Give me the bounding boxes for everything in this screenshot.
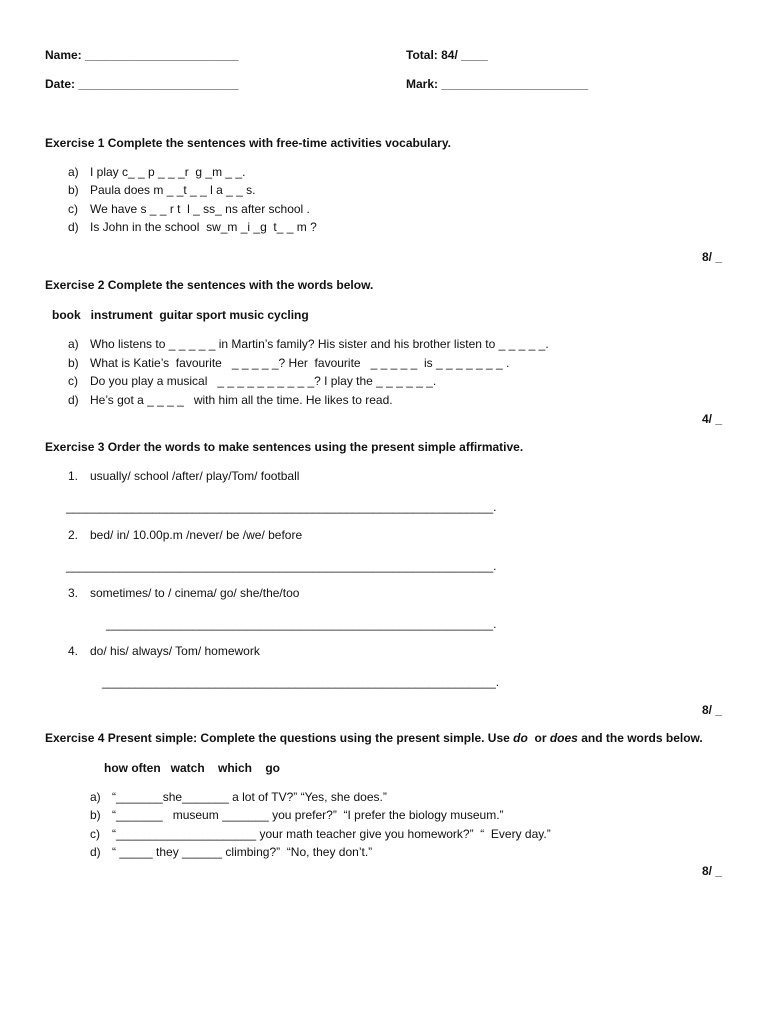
date-field: Date: ________________________ <box>45 77 239 91</box>
item-label: c) <box>90 827 100 841</box>
item-text: Paula does m _ _t _ _ l a _ _ s. <box>90 183 256 197</box>
item-label: d) <box>90 845 101 859</box>
exercise-4-item-a <box>90 790 387 804</box>
exercise-1-title: Exercise 1 Complete the sentences with free-time activities vocabulary. <box>45 136 451 150</box>
exercise-1-item-c <box>68 202 310 216</box>
exercise-4-score: 8/ _ <box>701 864 722 878</box>
item-text: What is Katie’s favourite _ _ _ _ _? Her favourite _ _ _ _ _ is _ _ _ _ _ _ _ . <box>90 356 510 370</box>
exercise-3-item-3 <box>68 586 299 600</box>
exercise-2-item-d <box>68 393 393 407</box>
item-text: Who listens to _ _ _ _ _ in Martin’s family? His sister and his brother listen to _ _ _ _ _. <box>90 337 549 351</box>
exercise-3-answer-line-4: ___________________________________________________________. <box>102 675 500 689</box>
item-label: a) <box>68 165 79 179</box>
item-label: d) <box>68 220 79 234</box>
exercise-3-answer-line-1: ________________________________________________________________. <box>66 500 497 514</box>
item-text: “_______she_______ a lot of TV?” “Yes, she does.” <box>112 790 387 804</box>
exercise-2-score: 4/ _ <box>701 412 722 426</box>
exercise-3-item-1 <box>68 469 299 483</box>
exercise-2-title: Exercise 2 Complete the sentences with the words below. <box>45 278 374 292</box>
item-text: sometimes/ to / cinema/ go/ she/the/too <box>90 586 300 600</box>
name-field: Name: _______________________ <box>45 48 239 62</box>
exercise-1-score: 8/ _ <box>701 250 722 264</box>
item-text: “_______ museum _______ you prefer?” “I prefer the biology museum.” <box>112 808 504 822</box>
item-number: 4. <box>68 644 79 658</box>
exercise-1-item-d <box>68 220 317 234</box>
item-label: d) <box>68 393 79 407</box>
exercise-4-title <box>45 731 703 745</box>
item-text: We have s _ _ r t l _ ss_ ns after school . <box>90 202 310 216</box>
exercise-2-item-c <box>68 374 436 388</box>
exercise-3-title: Exercise 3 Order the words to make sentences using the present simple affirmative. <box>45 440 524 454</box>
item-text: bed/ in/ 10.00p.m /never/ be /we/ before <box>90 528 303 542</box>
item-text: I play c_ _ p _ _ _r g _m _ _. <box>90 165 246 179</box>
item-text: Is John in the school sw_m _i _g t_ _ m ? <box>90 220 317 234</box>
item-number: 2. <box>68 528 79 542</box>
item-text: “ _____ they ______ climbing?” “No, they don’t.” <box>112 845 373 859</box>
exercise-4-item-b <box>90 808 504 822</box>
title-part: or <box>527 731 550 745</box>
item-label: b) <box>68 183 79 197</box>
item-text: do/ his/ always/ Tom/ homework <box>90 644 260 658</box>
title-part: and the words below. <box>577 731 703 745</box>
title-does: does <box>549 731 578 745</box>
item-label: c) <box>68 374 78 388</box>
item-label: b) <box>90 808 101 822</box>
item-label: b) <box>68 356 79 370</box>
item-label: c) <box>68 202 78 216</box>
exercise-3-item-4 <box>68 644 260 658</box>
exercise-1-item-b <box>68 183 255 197</box>
item-text: He’s got a _ _ _ _ with him all the time. He likes to read. <box>90 393 393 407</box>
title-part: Exercise 4 Present simple: Complete the questions using the present simple. Use <box>45 731 514 745</box>
item-text: usually/ school /after/ play/Tom/ football <box>90 469 300 483</box>
exercise-4-word-bank: how often watch which go <box>104 761 280 775</box>
item-number: 1. <box>68 469 79 483</box>
exercise-4-item-c <box>90 827 551 841</box>
exercise-3-score: 8/ _ <box>701 703 722 717</box>
item-text: “_____________________ your math teacher give you homework?” “ Every day.” <box>112 827 551 841</box>
mark-field: Mark: ______________________ <box>406 77 589 91</box>
total-field: Total: 84/ ____ <box>406 48 488 62</box>
exercise-1-item-a <box>68 165 245 179</box>
exercise-3-item-2 <box>68 528 302 542</box>
item-number: 3. <box>68 586 79 600</box>
exercise-2-item-a <box>68 337 549 351</box>
exercise-3-answer-line-2: ________________________________________________________________. <box>66 559 497 573</box>
exercise-4-item-d <box>90 845 372 859</box>
item-label: a) <box>68 337 79 351</box>
item-label: a) <box>90 790 101 804</box>
item-text: Do you play a musical _ _ _ _ _ _ _ _ _ _? I play the _ _ _ _ _ _. <box>90 374 437 388</box>
exercise-3-answer-line-3: __________________________________________________________. <box>106 617 497 631</box>
exercise-2-word-bank: book instrument guitar sport music cycling <box>52 308 309 322</box>
title-do: do <box>513 731 528 745</box>
exercise-2-item-b <box>68 356 509 370</box>
